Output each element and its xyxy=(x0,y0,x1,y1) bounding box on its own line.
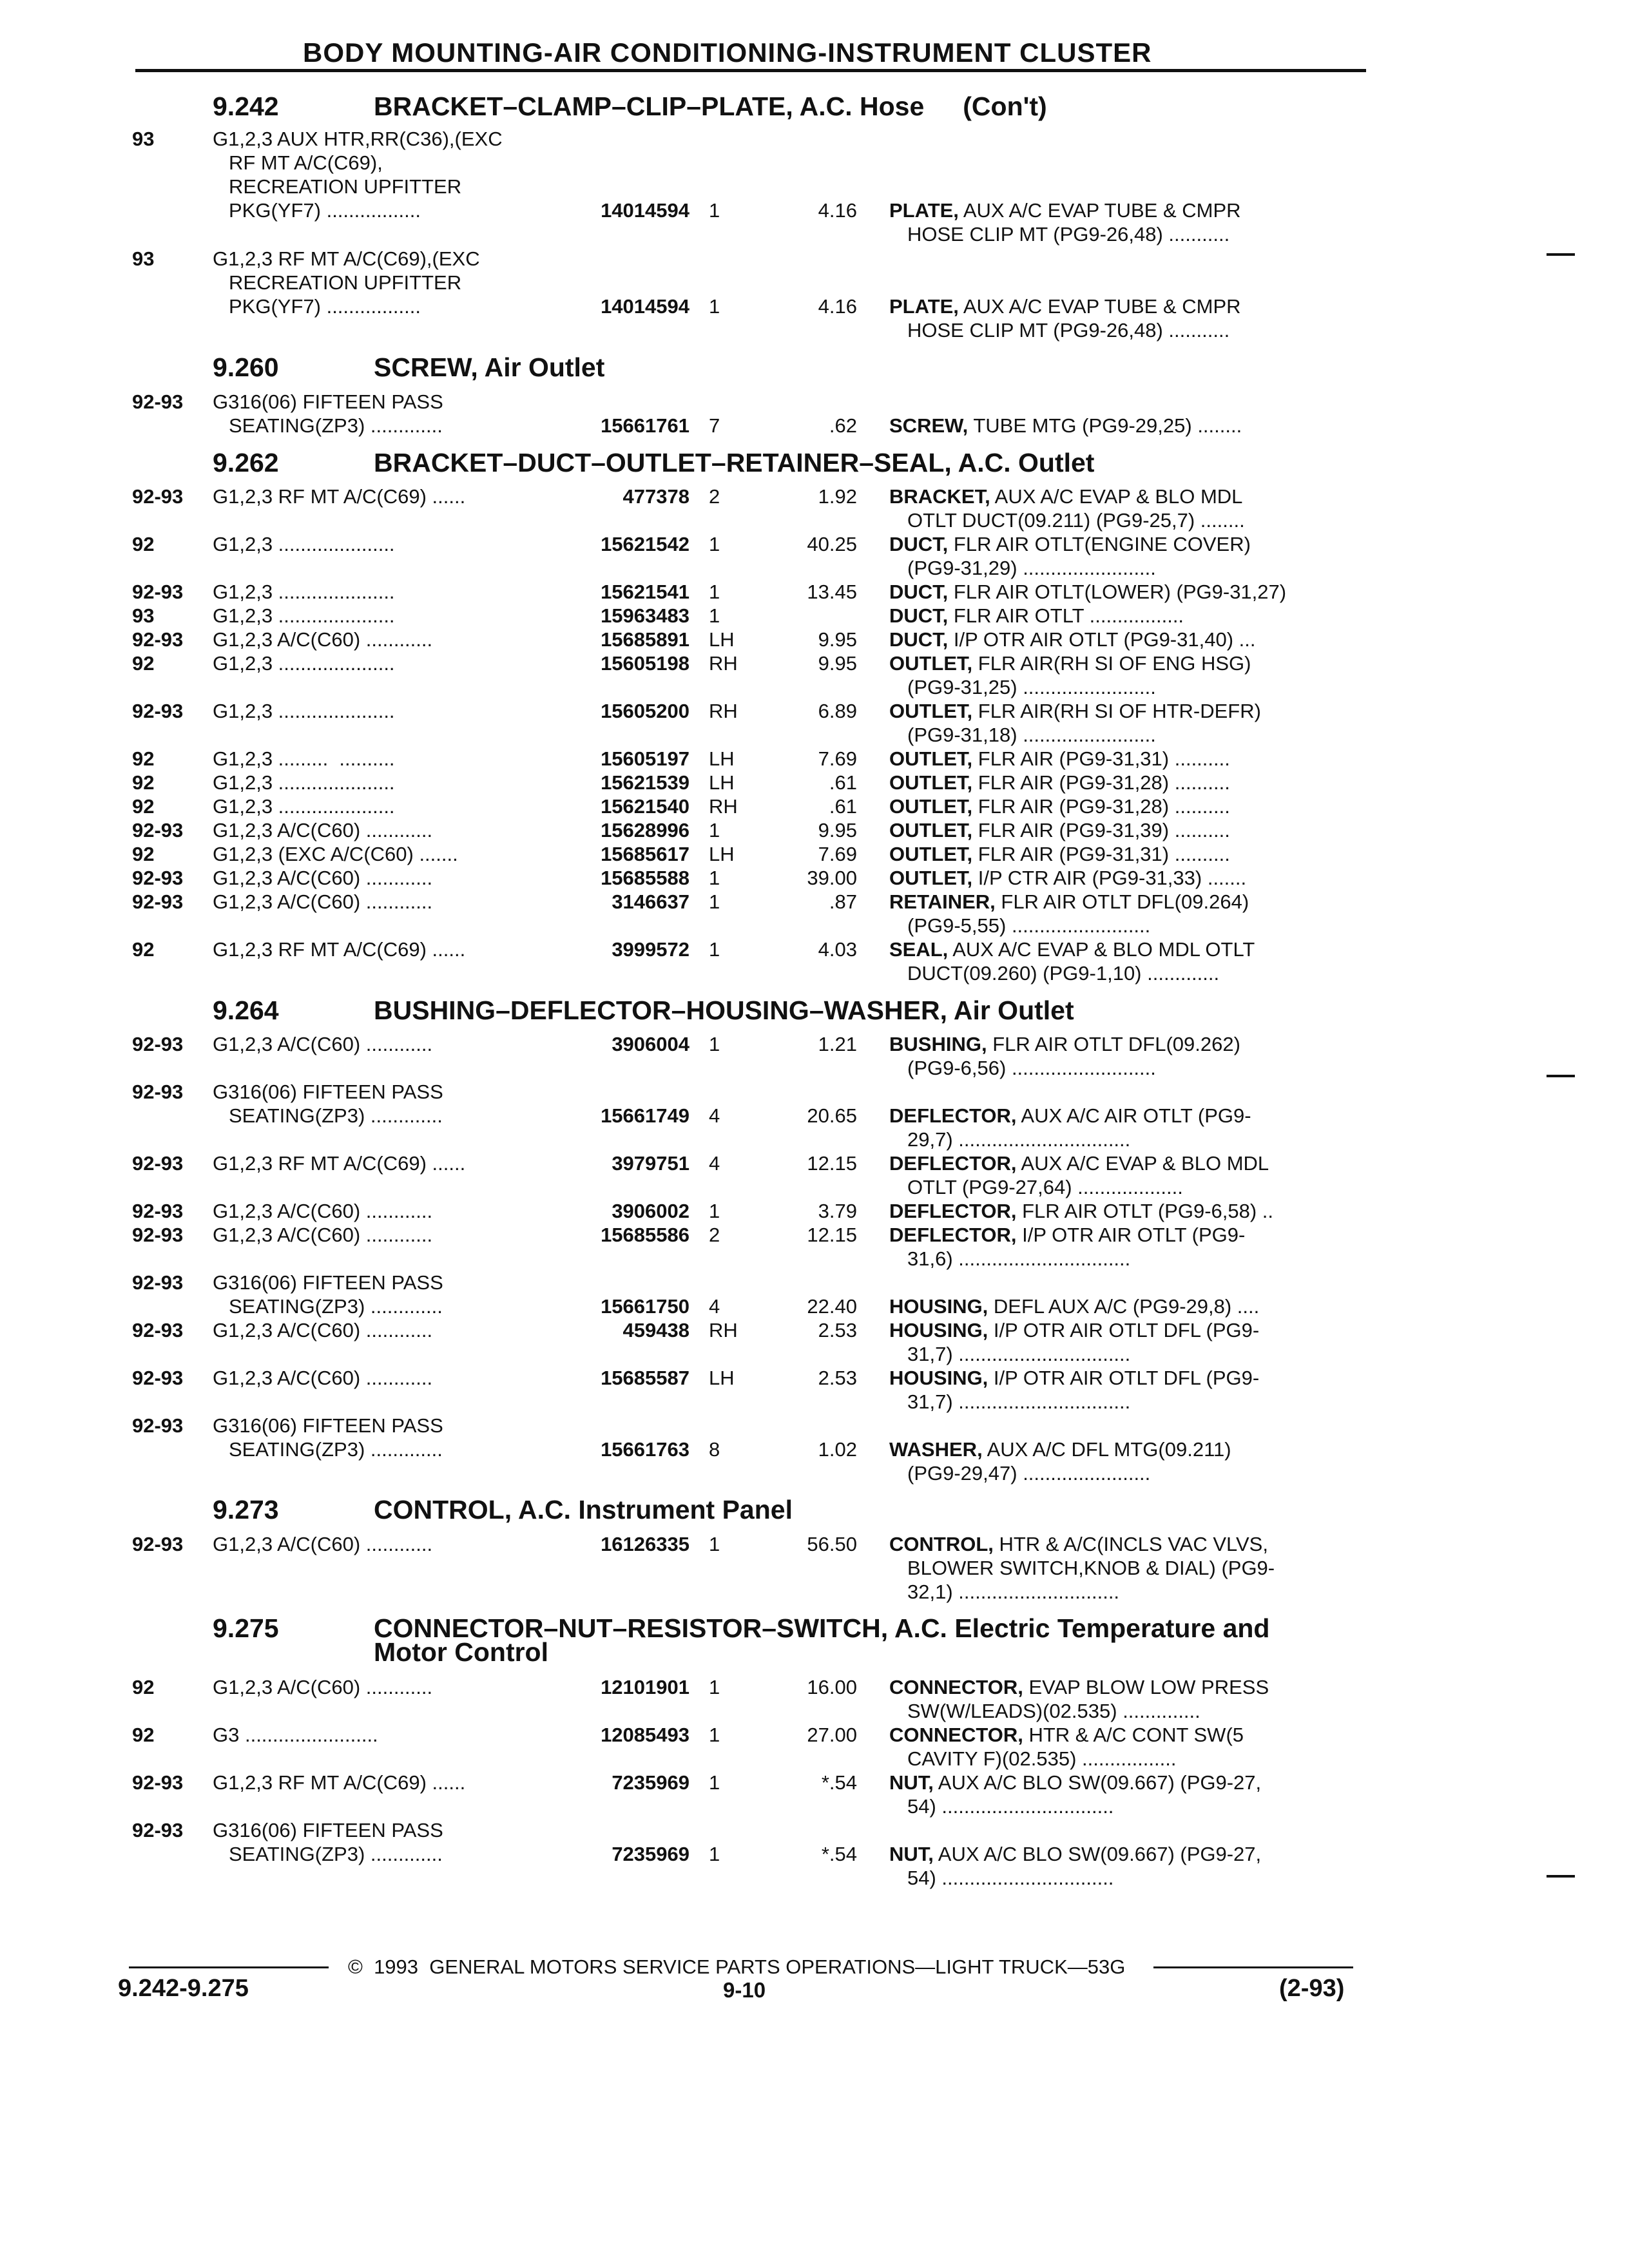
description: HOUSING, I/P OTR AIR OTLT DFL (PG9- xyxy=(889,1367,1260,1389)
quantity: 2 xyxy=(709,1224,720,1246)
quantity: 1 xyxy=(709,1771,720,1794)
part-number: 3999572 xyxy=(612,938,689,961)
part-number: 15621539 xyxy=(601,771,689,794)
model-year: 92-93 xyxy=(132,1414,184,1437)
description: DEFLECTOR, AUX A/C AIR OTLT (PG9- xyxy=(889,1104,1251,1127)
application: G1,2,3 A/C(C60) ............ xyxy=(213,1319,433,1341)
part-number: 15605198 xyxy=(601,652,689,675)
quantity: LH xyxy=(709,628,735,651)
price: 27.00 xyxy=(807,1724,857,1746)
quantity: LH xyxy=(709,1367,735,1389)
description: DUCT, FLR AIR OTLT(ENGINE COVER) xyxy=(889,533,1251,555)
description: (PG9-31,29) ........................ xyxy=(907,557,1156,579)
description: HOUSING, I/P OTR AIR OTLT DFL (PG9- xyxy=(889,1319,1260,1341)
part-number: 15621542 xyxy=(601,533,689,555)
description: BRACKET, AUX A/C EVAP & BLO MDL xyxy=(889,485,1243,508)
application: G3 ........................ xyxy=(213,1724,378,1746)
price: 9.95 xyxy=(818,628,857,651)
page-title: BODY MOUNTING-AIR CONDITIONING-INSTRUMENT CLUSTER xyxy=(303,37,1152,68)
model-year: 92-93 xyxy=(132,1319,184,1341)
price: 13.45 xyxy=(807,581,857,603)
part-number: 15661763 xyxy=(601,1438,689,1461)
quantity: 1 xyxy=(709,938,720,961)
price: .61 xyxy=(829,771,857,794)
description: 54) ............................... xyxy=(907,1867,1114,1889)
quantity: 1 xyxy=(709,1843,720,1865)
application: G1,2,3 RF MT A/C(C69) ...... xyxy=(213,485,466,508)
section-heading-9-260 xyxy=(213,352,604,383)
description: NUT, AUX A/C BLO SW(09.667) (PG9-27, xyxy=(889,1843,1262,1865)
footer-rule-right xyxy=(1153,1966,1353,1968)
description: DEFLECTOR, AUX A/C EVAP & BLO MDL xyxy=(889,1152,1269,1175)
description: SW(W/LEADS)(02.535) .............. xyxy=(907,1700,1200,1722)
application: G1,2,3 RF MT A/C(C69) ...... xyxy=(213,1152,466,1175)
quantity: 8 xyxy=(709,1438,720,1461)
part-number: 3146637 xyxy=(612,890,689,913)
section-number: 9.260 xyxy=(213,352,279,382)
model-year: 93 xyxy=(132,128,155,150)
price: 39.00 xyxy=(807,867,857,889)
price: .87 xyxy=(829,890,857,913)
section-heading-9-262 xyxy=(213,448,1094,478)
footer-section-range: 9.242-9.275 xyxy=(118,1975,249,2002)
price: 4.16 xyxy=(818,199,857,222)
quantity: 1 xyxy=(709,1724,720,1746)
price: .62 xyxy=(829,414,857,437)
part-number: 15661750 xyxy=(601,1295,689,1318)
part-number: 7235969 xyxy=(612,1771,689,1794)
application: G1,2,3 A/C(C60) ............ xyxy=(213,1367,433,1389)
description: (PG9-31,25) ........................ xyxy=(907,676,1156,698)
quantity: 1 xyxy=(709,1200,720,1222)
description: HOSE CLIP MT (PG9-26,48) ........... xyxy=(907,319,1230,341)
quantity: 7 xyxy=(709,414,720,437)
description: 31,7) ............................... xyxy=(907,1390,1131,1413)
price: 6.89 xyxy=(818,700,857,722)
price: 22.40 xyxy=(807,1295,857,1318)
application: G1,2,3 A/C(C60) ............ xyxy=(213,1200,433,1222)
part-number: 14014594 xyxy=(601,295,689,318)
model-year: 92-93 xyxy=(132,1200,184,1222)
model-year: 92-93 xyxy=(132,819,184,841)
description: (PG9-5,55) ......................... xyxy=(907,914,1151,937)
part-number: 15621540 xyxy=(601,795,689,818)
description: DUCT(09.260) (PG9-1,10) ............. xyxy=(907,962,1220,985)
model-year: 92-93 xyxy=(132,1819,184,1841)
quantity: 1 xyxy=(709,199,720,222)
model-year: 92-93 xyxy=(132,1271,184,1294)
quantity: 1 xyxy=(709,867,720,889)
margin-mark xyxy=(1547,1075,1575,1077)
application: G1,2,3 A/C(C60) ............ xyxy=(213,1676,433,1698)
application: SEATING(ZP3) ............. xyxy=(229,1438,443,1461)
margin-mark xyxy=(1547,1875,1575,1878)
quantity: LH xyxy=(709,747,735,770)
application: PKG(YF7) ................. xyxy=(229,295,421,318)
price: 4.03 xyxy=(818,938,857,961)
section-heading-9-242 xyxy=(213,91,1047,122)
description: 29,7) ............................... xyxy=(907,1128,1131,1151)
description: OUTLET, FLR AIR (PG9-31,31) .......... xyxy=(889,747,1230,770)
part-number: 15685587 xyxy=(601,1367,689,1389)
description: OUTLET, FLR AIR (PG9-31,28) .......... xyxy=(889,771,1230,794)
price: 9.95 xyxy=(818,652,857,675)
model-year: 92-93 xyxy=(132,485,184,508)
part-number: 12085493 xyxy=(601,1724,689,1746)
application: RECREATION UPFITTER xyxy=(229,271,462,294)
quantity: 2 xyxy=(709,485,720,508)
part-number: 3906004 xyxy=(612,1033,689,1055)
section-number: 9.262 xyxy=(213,448,279,477)
part-number: 15685586 xyxy=(601,1224,689,1246)
model-year: 92-93 xyxy=(132,628,184,651)
model-year: 92-93 xyxy=(132,1224,184,1246)
application: G316(06) FIFTEEN PASS xyxy=(213,1414,443,1437)
description: DUCT, FLR AIR OTLT ................. xyxy=(889,604,1184,627)
footer-copyright: © 1993 GENERAL MOTORS SERVICE PARTS OPERATIONS—LIGHT TRUCK—53G xyxy=(348,1956,1126,1978)
description: DUCT, I/P OTR AIR OTLT (PG9-31,40) ... xyxy=(889,628,1256,651)
quantity: LH xyxy=(709,843,735,865)
quantity: 1 xyxy=(709,890,720,913)
description: CONTROL, HTR & A/C(INCLS VAC VLVS, xyxy=(889,1533,1268,1555)
model-year: 92 xyxy=(132,843,155,865)
part-number: 12101901 xyxy=(601,1676,689,1698)
section-number: 9.264 xyxy=(213,995,279,1025)
description: OTLT DUCT(09.211) (PG9-25,7) ........ xyxy=(907,509,1245,532)
description: DEFLECTOR, I/P OTR AIR OTLT (PG9- xyxy=(889,1224,1246,1246)
application: G1,2,3 ..................... xyxy=(213,604,395,627)
section-title: BRACKET–DUCT–OUTLET–RETAINER–SEAL, A.C. Outlet xyxy=(374,448,1095,477)
part-number: 15963483 xyxy=(601,604,689,627)
part-number: 15605200 xyxy=(601,700,689,722)
quantity: 1 xyxy=(709,819,720,841)
application: G1,2,3 A/C(C60) ............ xyxy=(213,1533,433,1555)
description: OTLT (PG9-27,64) ................... xyxy=(907,1176,1183,1198)
model-year: 92 xyxy=(132,1724,155,1746)
part-number: 15661761 xyxy=(601,414,689,437)
section-heading-9-275-line2 xyxy=(374,1637,548,1667)
model-year: 92-93 xyxy=(132,1081,184,1103)
section-title: BRACKET–CLAMP–CLIP–PLATE, A.C. Hose xyxy=(374,91,925,121)
quantity: 1 xyxy=(709,1676,720,1698)
part-number: 477378 xyxy=(622,485,689,508)
application: G1,2,3 RF MT A/C(C69) ...... xyxy=(213,1771,466,1794)
price: 56.50 xyxy=(807,1533,857,1555)
application: G1,2,3 A/C(C60) ............ xyxy=(213,867,433,889)
section-title: CONNECTOR–NUT–RESISTOR–SWITCH, A.C. Electric Temperature and xyxy=(374,1613,1270,1643)
application: G1,2,3 RF MT A/C(C69),(EXC xyxy=(213,247,480,270)
description: 31,7) ............................... xyxy=(907,1343,1131,1365)
part-number: 15621541 xyxy=(601,581,689,603)
model-year: 93 xyxy=(132,247,155,270)
application: G1,2,3 AUX HTR,RR(C36),(EXC xyxy=(213,128,503,150)
description: (PG9-31,18) ........................ xyxy=(907,724,1156,746)
model-year: 92 xyxy=(132,652,155,675)
section-title: BUSHING–DEFLECTOR–HOUSING–WASHER, Air Outlet xyxy=(374,995,1074,1025)
description: PLATE, AUX A/C EVAP TUBE & CMPR xyxy=(889,199,1241,222)
price: 16.00 xyxy=(807,1676,857,1698)
price: 2.53 xyxy=(818,1367,857,1389)
application: G1,2,3 A/C(C60) ............ xyxy=(213,819,433,841)
application: G316(06) FIFTEEN PASS xyxy=(213,1081,443,1103)
model-year: 92 xyxy=(132,771,155,794)
model-year: 92 xyxy=(132,795,155,818)
description: SCREW, TUBE MTG (PG9-29,25) ........ xyxy=(889,414,1242,437)
application: G1,2,3 A/C(C60) ............ xyxy=(213,1224,433,1246)
section-title: CONTROL, A.C. Instrument Panel xyxy=(374,1495,793,1524)
price: 1.02 xyxy=(818,1438,857,1461)
quantity: 1 xyxy=(709,1033,720,1055)
part-number: 16126335 xyxy=(601,1533,689,1555)
section-title: SCREW, Air Outlet xyxy=(374,352,605,382)
section-heading-9-264 xyxy=(213,995,1074,1026)
part-number: 15685891 xyxy=(601,628,689,651)
application: SEATING(ZP3) ............. xyxy=(229,1295,443,1318)
description: CAVITY F)(02.535) ................. xyxy=(907,1747,1177,1770)
quantity: 4 xyxy=(709,1295,720,1318)
quantity: 1 xyxy=(709,533,720,555)
application: G1,2,3 ..................... xyxy=(213,700,395,722)
model-year: 92-93 xyxy=(132,1367,184,1389)
part-number: 3979751 xyxy=(612,1152,689,1175)
price: 9.95 xyxy=(818,819,857,841)
footer-page-number: 9-10 xyxy=(723,1978,766,2002)
part-number: 7235969 xyxy=(612,1843,689,1865)
model-year: 92-93 xyxy=(132,1771,184,1794)
margin-mark xyxy=(1547,253,1575,256)
quantity: 1 xyxy=(709,581,720,603)
model-year: 92-93 xyxy=(132,1152,184,1175)
application: G1,2,3 ..................... xyxy=(213,795,395,818)
application: G316(06) FIFTEEN PASS xyxy=(213,1271,443,1294)
description: OUTLET, FLR AIR (PG9-31,28) .......... xyxy=(889,795,1230,818)
application: G1,2,3 ..................... xyxy=(213,652,395,675)
quantity: LH xyxy=(709,771,735,794)
description: 31,6) ............................... xyxy=(907,1247,1131,1270)
model-year: 92-93 xyxy=(132,581,184,603)
part-number: 15661749 xyxy=(601,1104,689,1127)
description: BUSHING, FLR AIR OTLT DFL(09.262) xyxy=(889,1033,1240,1055)
application: RF MT A/C(C69), xyxy=(229,151,383,174)
price: 7.69 xyxy=(818,747,857,770)
quantity: 1 xyxy=(709,604,720,627)
description: BLOWER SWITCH,KNOB & DIAL) (PG9- xyxy=(907,1557,1275,1579)
section-number: 9.273 xyxy=(213,1495,279,1524)
application: SEATING(ZP3) ............. xyxy=(229,1104,443,1127)
price: 12.15 xyxy=(807,1224,857,1246)
description: OUTLET, FLR AIR (PG9-31,39) .......... xyxy=(889,819,1230,841)
description: 54) ............................... xyxy=(907,1795,1114,1818)
description: (PG9-29,47) ....................... xyxy=(907,1462,1151,1485)
price: 7.69 xyxy=(818,843,857,865)
model-year: 93 xyxy=(132,604,155,627)
part-number: 15628996 xyxy=(601,819,689,841)
footer-rule-left xyxy=(129,1966,329,1968)
quantity: 4 xyxy=(709,1104,720,1127)
description: RETAINER, FLR AIR OTLT DFL(09.264) xyxy=(889,890,1249,913)
price: 20.65 xyxy=(807,1104,857,1127)
price: 1.21 xyxy=(818,1033,857,1055)
part-number: 15605197 xyxy=(601,747,689,770)
quantity: RH xyxy=(709,795,738,818)
price: 4.16 xyxy=(818,295,857,318)
application: PKG(YF7) ................. xyxy=(229,199,421,222)
model-year: 92 xyxy=(132,1676,155,1698)
model-year: 92-93 xyxy=(132,1033,184,1055)
description: PLATE, AUX A/C EVAP TUBE & CMPR xyxy=(889,295,1241,318)
model-year: 92-93 xyxy=(132,390,184,413)
part-number: 3906002 xyxy=(612,1200,689,1222)
section-heading-9-275 xyxy=(213,1613,1269,1644)
description: HOSE CLIP MT (PG9-26,48) ........... xyxy=(907,223,1230,245)
part-number: 15685588 xyxy=(601,867,689,889)
quantity: 1 xyxy=(709,295,720,318)
price: *.54 xyxy=(821,1843,857,1865)
description: NUT, AUX A/C BLO SW(09.667) (PG9-27, xyxy=(889,1771,1262,1794)
quantity: RH xyxy=(709,700,738,722)
price: 40.25 xyxy=(807,533,857,555)
model-year: 92-93 xyxy=(132,867,184,889)
application: G1,2,3 ..................... xyxy=(213,771,395,794)
description: SEAL, AUX A/C EVAP & BLO MDL OTLT xyxy=(889,938,1255,961)
price: 12.15 xyxy=(807,1152,857,1175)
section-number: 9.242 xyxy=(213,91,279,121)
description: DEFLECTOR, FLR AIR OTLT (PG9-6,58) .. xyxy=(889,1200,1274,1222)
price: 1.92 xyxy=(818,485,857,508)
description: CONNECTOR, EVAP BLOW LOW PRESS xyxy=(889,1676,1269,1698)
model-year: 92 xyxy=(132,938,155,961)
application: G1,2,3 A/C(C60) ............ xyxy=(213,628,433,651)
description: CONNECTOR, HTR & A/C CONT SW(5 xyxy=(889,1724,1244,1746)
application: G1,2,3 (EXC A/C(C60) ....... xyxy=(213,843,458,865)
description: OUTLET, I/P CTR AIR (PG9-31,33) ....... xyxy=(889,867,1247,889)
quantity: 4 xyxy=(709,1152,720,1175)
description: DUCT, FLR AIR OTLT(LOWER) (PG9-31,27) xyxy=(889,581,1287,603)
footer-date: (2-93) xyxy=(1279,1975,1345,2002)
model-year: 92 xyxy=(132,747,155,770)
application: SEATING(ZP3) ............. xyxy=(229,1843,443,1865)
application: G316(06) FIFTEEN PASS xyxy=(213,1819,443,1841)
description: (PG9-6,56) .......................... xyxy=(907,1057,1156,1079)
part-number: 15685617 xyxy=(601,843,689,865)
application: G1,2,3 ..................... xyxy=(213,581,395,603)
application: G1,2,3 ......... .......... xyxy=(213,747,395,770)
quantity: RH xyxy=(709,1319,738,1341)
part-number: 14014594 xyxy=(601,199,689,222)
description: HOUSING, DEFL AUX A/C (PG9-29,8) .... xyxy=(889,1295,1260,1318)
price: 3.79 xyxy=(818,1200,857,1222)
model-year: 92 xyxy=(132,533,155,555)
header-rule xyxy=(135,69,1366,72)
section-heading-9-273 xyxy=(213,1495,793,1525)
application: SEATING(ZP3) ............. xyxy=(229,414,443,437)
description: 32,1) ............................. xyxy=(907,1581,1120,1603)
part-number: 459438 xyxy=(622,1319,689,1341)
price: *.54 xyxy=(821,1771,857,1794)
application: RECREATION UPFITTER xyxy=(229,175,462,198)
description: WASHER, AUX A/C DFL MTG(09.211) xyxy=(889,1438,1231,1461)
application: G1,2,3 A/C(C60) ............ xyxy=(213,1033,433,1055)
application: G1,2,3 A/C(C60) ............ xyxy=(213,890,433,913)
model-year: 92-93 xyxy=(132,890,184,913)
price: .61 xyxy=(829,795,857,818)
price: 2.53 xyxy=(818,1319,857,1341)
application: G1,2,3 RF MT A/C(C69) ...... xyxy=(213,938,466,961)
application: G316(06) FIFTEEN PASS xyxy=(213,390,443,413)
section-number: 9.275 xyxy=(213,1613,279,1643)
model-year: 92-93 xyxy=(132,1533,184,1555)
description: OUTLET, FLR AIR(RH SI OF ENG HSG) xyxy=(889,652,1251,675)
application: G1,2,3 ..................... xyxy=(213,533,395,555)
description: OUTLET, FLR AIR(RH SI OF HTR-DEFR) xyxy=(889,700,1261,722)
quantity: 1 xyxy=(709,1533,720,1555)
description: OUTLET, FLR AIR (PG9-31,31) .......... xyxy=(889,843,1230,865)
quantity: RH xyxy=(709,652,738,675)
section-title: Motor Control xyxy=(374,1637,548,1667)
model-year: 92-93 xyxy=(132,700,184,722)
section-continued: (Con't) xyxy=(963,91,1047,121)
